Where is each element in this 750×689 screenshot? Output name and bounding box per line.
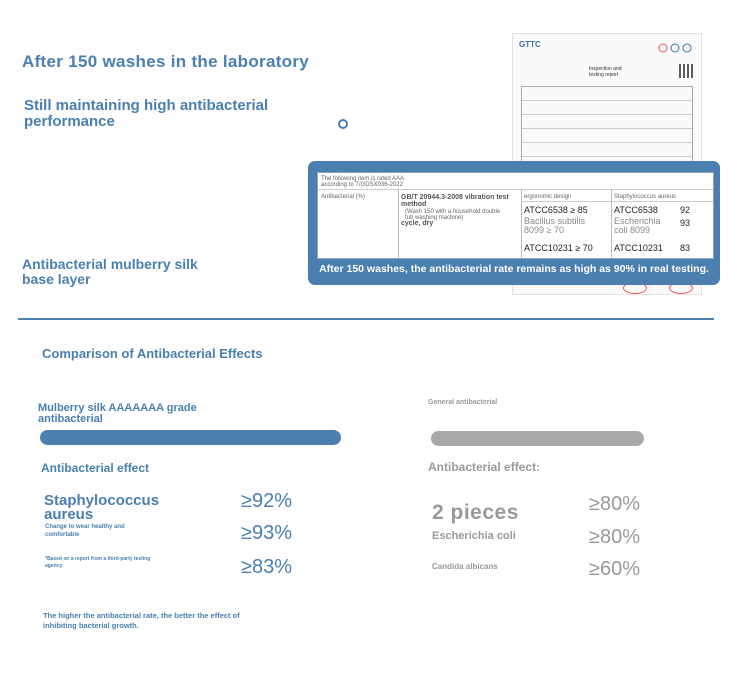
row1-standard: ATCC6538 ≥ 85 [524,205,588,215]
card-caption: After 150 washes, the antibacterial rate remains as high as 90% in real testing. [319,263,709,275]
report-org: GTTC [519,40,541,49]
row3-strain: ATCC10231 [614,243,663,253]
silk-effect-label: Antibacterial effect [41,461,150,475]
section-divider [18,318,714,320]
report-title: Inspection and testing report [589,66,622,78]
silk-percent-1: ≥92% [241,490,293,512]
row1-strain: ATCC6538 [614,205,658,215]
general-percent-1: ≥80% [589,493,641,515]
subheadline: Still maintaining high antibacterial performance [24,97,269,130]
general-label: General antibacterial [428,399,498,406]
col1-label: Antibacterial (%) [321,194,366,200]
general-effect-label: Antibacterial effect: [428,460,541,474]
standard-note: The following item is rated AAA according to T/GDSX036-2022 [321,176,404,188]
row2-standard: Bacillus subtilis 8099 ≥ 70 [524,216,586,235]
row3-standard: ATCC10231 ≥ 70 [524,243,593,253]
results-table [317,172,714,259]
method-detail: (Wash 150 with a household double tub washing machine) [405,209,501,221]
row2-strain: Escherichia coli 8099 [614,216,661,235]
col4-header: Staphylococcus aureus [614,194,677,200]
product-name: Antibacterial mulberry silk base layer [22,256,198,287]
footer-note: The higher the antibacterial rate, the better the effect of inhibiting bacterial growth. [43,611,240,630]
general-item-ecoli: Escherichia coli [432,530,516,542]
method-cycle: cycle, dry [401,220,434,227]
col3-header: ergonomic design [524,194,572,200]
silk-footnote: *Based on a report from a third-party testing agency [45,556,151,569]
silk-bar [40,430,341,445]
method-title: GB/T 20944.3-2008 vibration test method [401,194,509,208]
row1-value: 92 [680,205,691,215]
silk-grade-label: Mulberry silk AAAAAAA grade antibacterial [38,402,197,425]
comparison-title: Comparison of Antibacterial Effects [42,346,263,361]
row3-value: 83 [680,243,691,253]
general-item-candida: Candida albicans [432,562,498,571]
headline: After 150 washes in the laboratory [22,52,310,71]
qr-code-icon [679,64,693,78]
general-percent-2: ≥80% [589,526,641,548]
general-item-1: 2 pieces [432,501,519,524]
silk-note: Change to wear healthy and comfortable [45,524,125,538]
silk-item-staphylococcus: Staphylococcus aureus [44,492,160,523]
silk-percent-3: ≥83% [241,556,293,578]
silk-percent-2: ≥93% [241,522,293,544]
row2-value: 93 [680,218,691,228]
decorative-dot [338,119,348,129]
general-bar [431,431,644,446]
cert-logos-icon [655,40,695,50]
general-percent-3: ≥60% [589,558,641,580]
